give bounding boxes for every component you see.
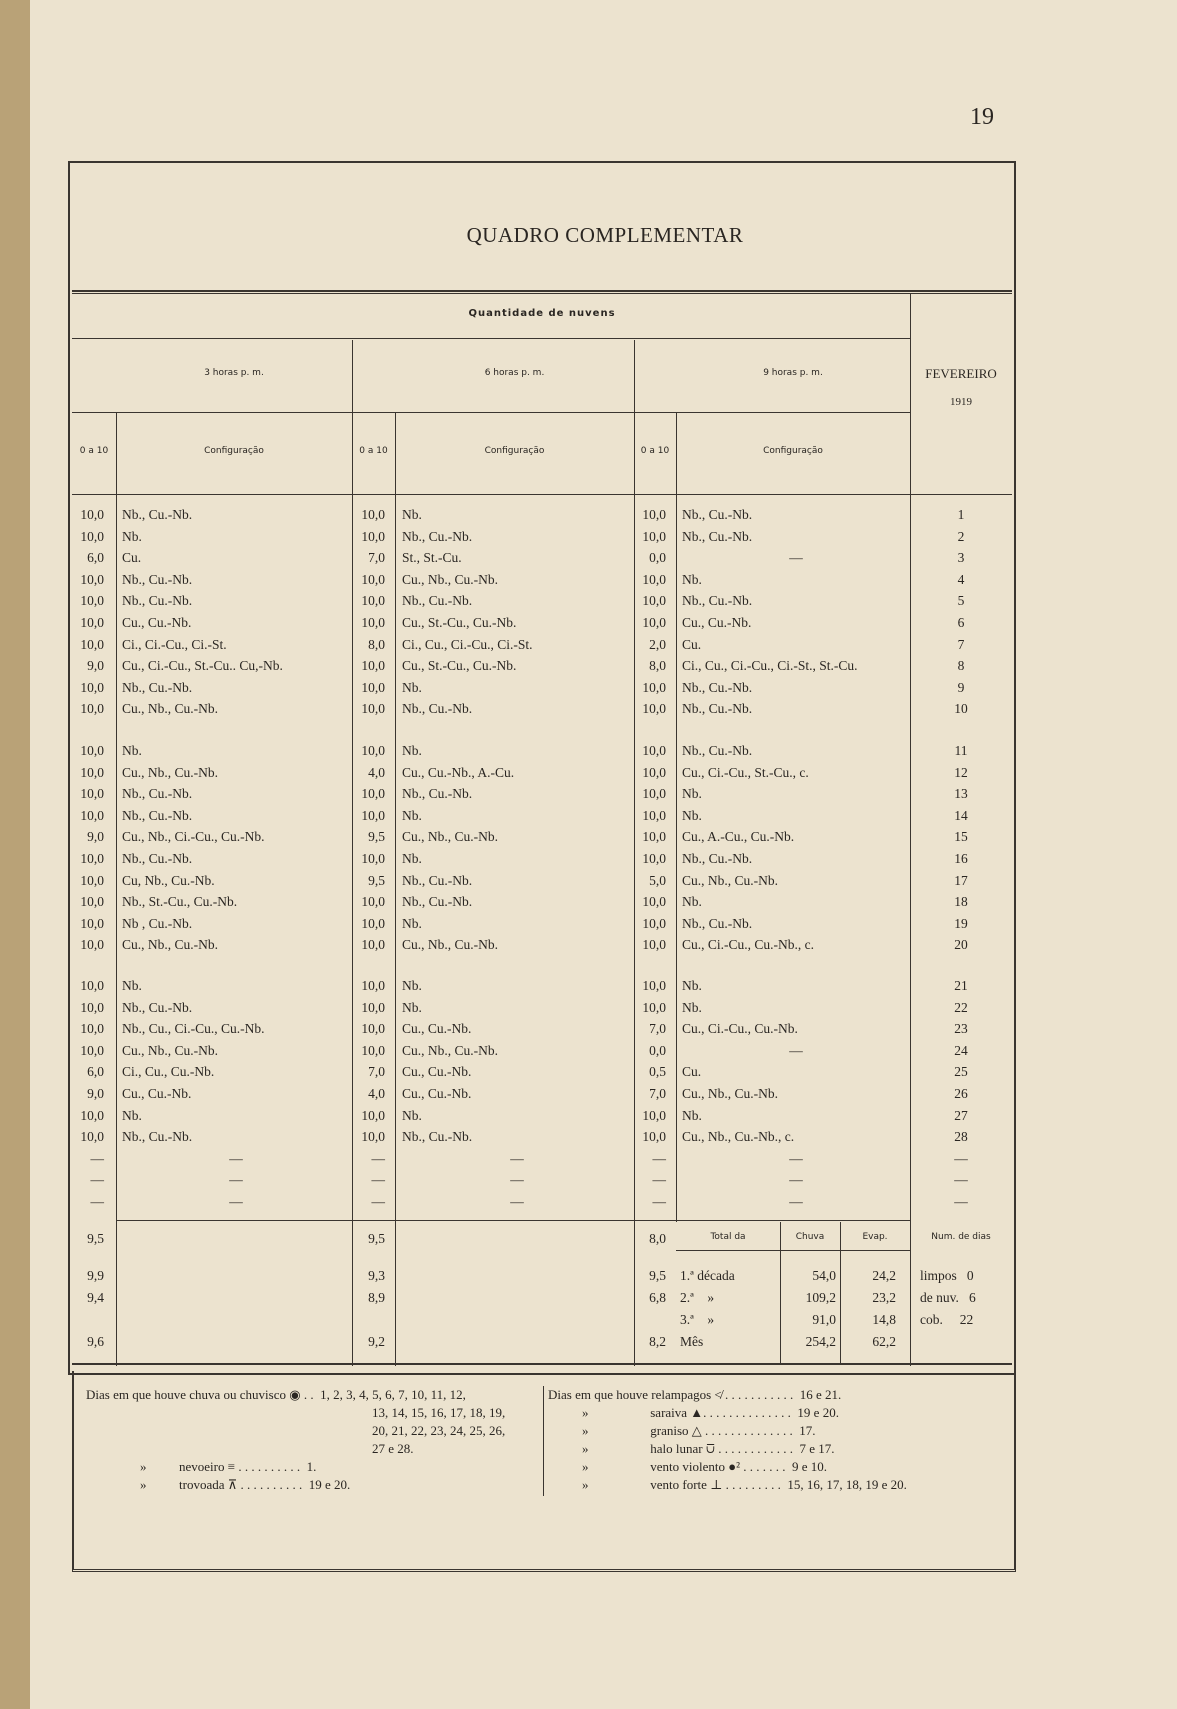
cloud-6pm-value: 10,0 [361, 1042, 385, 1058]
cloud-6pm-value: — [371, 1172, 385, 1188]
section-header: Quantidade de nuvens [468, 308, 616, 319]
config-3pm: Nb., Cu.-Nb. [122, 807, 193, 823]
footer-left-line: 27 e 28. [372, 1441, 414, 1456]
cloud-3pm-value: 10,0 [80, 978, 104, 993]
config-9pm: — [789, 550, 803, 566]
cloud-9pm-value: 10,0 [642, 937, 666, 953]
config-6pm: Nb., Cu.-Nb. [402, 786, 473, 802]
cloud-3pm-value: 10,0 [80, 937, 104, 953]
config-6pm: Nb., Cu.-Nb. [402, 701, 473, 717]
config-9pm: Nb. [682, 999, 702, 1015]
summary-c: 8,0 [649, 1231, 666, 1246]
config-3pm: Cu., Cu.-Nb. [122, 1086, 192, 1101]
day-number: 12 [954, 764, 968, 780]
day-number: 6 [957, 615, 965, 630]
cloud-9pm-value: 10,0 [642, 1107, 666, 1123]
cloud-9pm-value: 10,0 [642, 894, 666, 910]
config-6pm: Cu., Cu.-Nb. [402, 1021, 472, 1037]
cloud-6pm-value: 10,0 [361, 1107, 385, 1123]
cloud-9pm-value: 10,0 [642, 743, 666, 758]
cloud-9pm-value: 10,0 [642, 701, 666, 717]
config-3pm: Nb., Cu.-Nb. [122, 786, 193, 802]
cloud-6pm-value: 10,0 [361, 1129, 385, 1145]
cloud-3pm-value: 6,0 [87, 1064, 104, 1080]
cloud-6pm-value: 9,5 [368, 872, 385, 888]
chuva-header: Chuva [795, 1232, 825, 1242]
config-9pm: Nb., Cu.-Nb. [682, 701, 753, 717]
config-6pm: — [510, 1150, 524, 1166]
cloud-3pm-value: 6,0 [87, 550, 104, 566]
cloud-6pm-value: 10,0 [361, 978, 385, 993]
config-3pm: Cu., Nb., Cu.-Nb. [122, 1042, 219, 1058]
cloud-9pm-value: 7,0 [649, 1086, 666, 1101]
footer-right-line: » vento forte ⊥ . . . . . . . . . 15, 16, 17, 18, 19 e 20. [582, 1477, 907, 1492]
footer-left-line: 13, 14, 15, 16, 17, 18, 19, [372, 1405, 506, 1420]
config-3pm: Nb., Cu., Ci.-Cu., Cu.-Nb. [122, 1021, 265, 1037]
period-header-3pm: 3 horas p. m. [204, 368, 264, 378]
config-3pm: Nb., Cu.-Nb. [122, 851, 193, 866]
config-6pm: Ci., Cu., Ci.-Cu., Ci.-St. [402, 636, 533, 652]
config-3pm: Ci., Ci.-Cu., Ci.-St. [122, 636, 227, 652]
summary-label: 3.ª » [680, 1312, 715, 1327]
day-number: — [954, 1172, 968, 1188]
day-number: 15 [954, 829, 968, 845]
config-6pm: Nb., Cu.-Nb. [402, 872, 473, 888]
summary-c: 8,2 [649, 1334, 666, 1349]
config-9pm: Cu., Cu.-Nb. [682, 615, 752, 630]
cloud-9pm-value: 2,0 [649, 636, 666, 652]
cloud-3pm-value: 10,0 [80, 615, 104, 630]
summary-label: 2.ª » [680, 1290, 715, 1305]
config-6pm: Nb., Cu.-Nb. [402, 528, 473, 544]
config-6pm: Nb. [402, 851, 422, 866]
cloud-9pm-value: 10,0 [642, 507, 666, 522]
cloud-6pm-value: 8,0 [368, 636, 385, 652]
footer-left-line: Dias em que houve chuva ou chuvisco ◉ . . 1, 2, 3, 4, 5, 6, 7, 10, 11, 12, [86, 1387, 466, 1402]
day-number: 26 [954, 1086, 968, 1101]
totals-header: Total da [710, 1232, 746, 1242]
config-3pm: Ci., Cu., Cu.-Nb. [122, 1064, 215, 1080]
day-number: 27 [954, 1107, 968, 1123]
day-number: 2 [957, 528, 965, 544]
cloud-3pm-value: — [90, 1194, 104, 1209]
cloud-9pm-value: 10,0 [642, 807, 666, 823]
cloud-3pm-value: — [90, 1150, 104, 1166]
cloud-3pm-value: 10,0 [80, 851, 104, 866]
config-3pm: Nb., St.-Cu., Cu.-Nb. [122, 894, 238, 910]
summary-b: 9,3 [368, 1268, 385, 1283]
day-number: 14 [954, 807, 968, 823]
cloud-6pm-value: 10,0 [361, 658, 385, 674]
cloud-3pm-value: 10,0 [80, 571, 104, 587]
cloud-9pm-value: 10,0 [642, 786, 666, 802]
config-6pm: Nb. [402, 743, 422, 758]
cloud-9pm-value: 10,0 [642, 571, 666, 587]
config-6pm: Cu., Cu.-Nb., A.-Cu. [402, 764, 515, 780]
summary-label: 1.ª década [680, 1268, 735, 1283]
year-label: 1919 [950, 396, 972, 408]
config-3pm: Cu. [122, 550, 142, 566]
config-6pm: St., St.-Cu. [402, 550, 462, 566]
summary-evap: 23,2 [872, 1290, 896, 1305]
footer-left-line: 20, 21, 22, 23, 24, 25, 26, [372, 1423, 506, 1438]
cloud-3pm-value: 10,0 [80, 786, 104, 802]
config-9pm: Cu., Nb., Cu.-Nb., c. [682, 1129, 795, 1145]
cloud-3pm-value: 10,0 [80, 679, 104, 695]
day-number: 1 [957, 507, 965, 522]
cloud-9pm-value: 8,0 [649, 658, 666, 674]
summary-chuva: 109,2 [805, 1290, 836, 1305]
cloud-6pm-value: 10,0 [361, 743, 385, 758]
day-number: 21 [954, 978, 968, 993]
day-number: 5 [957, 593, 965, 609]
footer-left-line: » nevoeiro ≡ . . . . . . . . . . 1. [140, 1459, 317, 1474]
config-6pm: Cu., Cu.-Nb. [402, 1064, 472, 1080]
cloud-9pm-value: 10,0 [642, 851, 666, 866]
page-title: QUADRO COMPLEMENTAR [466, 223, 744, 247]
cloud-9pm-value: 0,5 [649, 1064, 666, 1080]
summary-evap: 24,2 [872, 1268, 896, 1283]
cloud-9pm-value: 5,0 [649, 872, 666, 888]
config-9pm: Nb. [682, 807, 702, 823]
cloud-6pm-value: 10,0 [361, 615, 385, 630]
day-number: 17 [954, 872, 968, 888]
config-header-6pm: Configuração [484, 446, 545, 456]
config-3pm: Cu, Nb., Cu.-Nb. [122, 872, 215, 888]
cloud-6pm-value: 10,0 [361, 937, 385, 953]
day-number: 13 [954, 786, 968, 802]
cloud-6pm-value: 7,0 [368, 1064, 385, 1080]
config-9pm: Nb., Cu.-Nb. [682, 743, 753, 758]
cloud-6pm-value: 10,0 [361, 593, 385, 609]
cloud-3pm-value: 10,0 [80, 764, 104, 780]
day-number: 25 [954, 1064, 968, 1080]
config-6pm: Cu., Cu.-Nb. [402, 1086, 472, 1101]
summary-chuva: 254,2 [805, 1334, 836, 1349]
summary-b: 9,5 [368, 1231, 385, 1246]
config-9pm: Nb., Cu.-Nb. [682, 528, 753, 544]
config-9pm: Nb. [682, 571, 702, 587]
cloud-6pm-value: — [371, 1194, 385, 1209]
config-3pm: — [229, 1172, 243, 1188]
config-9pm: — [789, 1042, 803, 1058]
config-3pm: Cu., Nb., Cu.-Nb. [122, 937, 219, 953]
cloud-3pm-value: 10,0 [80, 743, 104, 758]
footer-right-line: » halo lunar ⩂ . . . . . . . . . . . . 7 e 17. [582, 1441, 835, 1456]
day-number: 18 [954, 894, 968, 910]
cloud-3pm-value: 10,0 [80, 807, 104, 823]
config-9pm: Nb., Cu.-Nb. [682, 593, 753, 609]
day-number: 16 [954, 851, 968, 866]
summary-a: 9,9 [87, 1268, 104, 1283]
config-6pm: Cu., Nb., Cu.-Nb. [402, 829, 499, 845]
config-6pm: Nb. [402, 978, 422, 993]
day-number: 23 [954, 1021, 968, 1037]
day-number: 10 [954, 701, 968, 717]
config-6pm: Nb., Cu.-Nb. [402, 593, 473, 609]
day-number: 11 [954, 743, 968, 758]
day-number: 19 [954, 915, 968, 931]
day-number: 28 [954, 1129, 968, 1145]
config-9pm: Nb. [682, 786, 702, 802]
footer-left-line: » trovoada ⊼ . . . . . . . . . . 19 e 20. [140, 1477, 351, 1492]
config-6pm: — [510, 1172, 524, 1188]
config-9pm: — [789, 1172, 803, 1188]
page-number: 19 [970, 104, 994, 130]
config-3pm: Nb. [122, 743, 142, 758]
cloud-3pm-value: 10,0 [80, 593, 104, 609]
cloud-3pm-value: 10,0 [80, 528, 104, 544]
footer-right-line: Dias em que houve relampagos ≮ . . . . . . . . . . . 16 e 21. [548, 1387, 842, 1402]
cloud-9pm-value: 10,0 [642, 915, 666, 931]
day-number: — [954, 1194, 968, 1209]
cloud-9pm-value: 10,0 [642, 978, 666, 993]
cloud-3pm-value: 10,0 [80, 1107, 104, 1123]
summary-extra: de nuv. 6 [920, 1290, 976, 1305]
summary-evap: 62,2 [872, 1334, 896, 1349]
cloud-6pm-value: 10,0 [361, 507, 385, 522]
config-3pm: Nb., Cu.-Nb. [122, 507, 193, 522]
cloud-9pm-value: 10,0 [642, 615, 666, 630]
day-number: 3 [957, 550, 965, 566]
config-6pm: Nb. [402, 679, 422, 695]
day-number: 9 [957, 679, 965, 695]
summary-a: 9,5 [87, 1231, 104, 1246]
config-3pm: — [229, 1194, 243, 1209]
config-6pm: Cu., Nb., Cu.-Nb. [402, 571, 499, 587]
cloud-9pm-value: 10,0 [642, 1129, 666, 1145]
cloud-3pm-value: 9,0 [87, 658, 104, 674]
day-number: — [954, 1150, 968, 1166]
cloud-3pm-value: 10,0 [80, 701, 104, 717]
cloud-3pm-value: 10,0 [80, 1042, 104, 1058]
cloud-9pm-value: 10,0 [642, 999, 666, 1015]
config-6pm: Cu., Nb., Cu.-Nb. [402, 937, 499, 953]
config-9pm: — [789, 1194, 803, 1209]
config-3pm: Cu., Cu.-Nb. [122, 615, 192, 630]
scale-header-3pm: 0 a 10 [79, 446, 109, 456]
config-9pm: Nb., Cu.-Nb. [682, 679, 753, 695]
day-number: 8 [957, 658, 965, 674]
config-9pm: Cu., Ci.-Cu., Cu.-Nb., c. [682, 937, 815, 953]
cloud-3pm-value: 9,0 [87, 829, 104, 845]
config-header-3pm: Configuração [204, 446, 264, 456]
book-binding [0, 0, 30, 1709]
summary-extra: limpos 0 [920, 1268, 974, 1283]
cloud-3pm-value: 10,0 [80, 636, 104, 652]
summary-chuva: 91,0 [812, 1312, 836, 1327]
scale-header-9pm: 0 a 10 [640, 446, 670, 456]
config-3pm: Cu., Ci.-Cu., St.-Cu.. Cu,-Nb. [122, 658, 283, 674]
cloud-6pm-value: 10,0 [361, 571, 385, 587]
period-header-9pm: 9 horas p. m. [763, 368, 823, 378]
footer-right-line: » saraiva ▲. . . . . . . . . . . . . . 19 e 20. [582, 1405, 839, 1420]
config-6pm: Nb., Cu.-Nb. [402, 894, 473, 910]
cloud-6pm-value: 10,0 [361, 915, 385, 931]
cloud-9pm-value: 7,0 [649, 1021, 666, 1037]
config-6pm: Nb. [402, 507, 422, 522]
cloud-9pm-value: — [652, 1172, 666, 1188]
config-6pm: Nb., Cu.-Nb. [402, 1129, 473, 1145]
summary-a: 9,4 [87, 1290, 104, 1305]
cloud-3pm-value: 9,0 [87, 1086, 104, 1101]
config-header-9pm: Configuração [763, 446, 823, 456]
config-6pm: — [510, 1194, 524, 1209]
config-9pm: Cu. [682, 1064, 702, 1080]
config-9pm: — [789, 1150, 803, 1166]
cloud-6pm-value: 10,0 [361, 999, 385, 1015]
cloud-6pm-value: 7,0 [368, 550, 385, 566]
day-number: 20 [954, 937, 968, 953]
config-9pm: Nb. [682, 894, 702, 910]
config-3pm: Cu., Nb., Cu.-Nb. [122, 701, 219, 717]
summary-extra: cob. 22 [920, 1312, 974, 1327]
config-9pm: Nb., Cu.-Nb. [682, 915, 753, 931]
cloud-9pm-value: 0,0 [649, 1042, 666, 1058]
config-9pm: Cu., Nb., Cu.-Nb. [682, 1086, 779, 1101]
scale-header-6pm: 0 a 10 [359, 446, 388, 456]
config-6pm: Cu., St.-Cu., Cu.-Nb. [402, 615, 517, 630]
day-number: 4 [957, 571, 965, 587]
cloud-6pm-value: 4,0 [368, 1086, 385, 1101]
config-6pm: Nb. [402, 999, 422, 1015]
config-3pm: Nb., Cu.-Nb. [122, 571, 193, 587]
config-3pm: Nb., Cu.-Nb. [122, 593, 193, 609]
config-9pm: Cu. [682, 636, 702, 652]
cloud-9pm-value: 10,0 [642, 764, 666, 780]
cloud-3pm-value: — [90, 1172, 104, 1188]
config-6pm: Cu., St.-Cu., Cu.-Nb. [402, 658, 517, 674]
cloud-6pm-value: 10,0 [361, 679, 385, 695]
config-9pm: Nb. [682, 1107, 702, 1123]
config-9pm: Nb. [682, 978, 702, 993]
cloud-9pm-value: — [652, 1150, 666, 1166]
summary-chuva: 54,0 [812, 1268, 836, 1283]
config-3pm: Cu., Nb., Ci.-Cu., Cu.-Nb. [122, 829, 265, 845]
config-6pm: Nb. [402, 915, 422, 931]
config-9pm: Cu., A.-Cu., Cu.-Nb. [682, 829, 795, 845]
summary-b: 8,9 [368, 1290, 385, 1305]
cloud-6pm-value: 10,0 [361, 894, 385, 910]
cloud-9pm-value: 10,0 [642, 679, 666, 695]
cloud-9pm-value: 10,0 [642, 829, 666, 845]
cloud-6pm-value: 9,5 [368, 829, 385, 845]
footer-right-line: » vento violento ●² . . . . . . . 9 e 10. [582, 1459, 828, 1474]
cloud-3pm-value: 10,0 [80, 915, 104, 931]
cloud-6pm-value: 10,0 [361, 701, 385, 717]
config-9pm: Cu., Ci.-Cu., Cu.-Nb. [682, 1021, 798, 1037]
month-label: FEVEREIRO [925, 366, 997, 381]
config-9pm: Nb., Cu.-Nb. [682, 851, 753, 866]
cloud-6pm-value: 10,0 [361, 1021, 385, 1037]
cloud-6pm-value: 10,0 [361, 851, 385, 866]
config-3pm: Nb., Cu.-Nb. [122, 679, 193, 695]
config-6pm: Nb. [402, 807, 422, 823]
cloud-6pm-value: 10,0 [361, 786, 385, 802]
evap-header: Evap. [862, 1232, 888, 1242]
config-9pm: Cu., Ci.-Cu., St.-Cu., c. [682, 764, 809, 780]
summary-c: 9,5 [649, 1268, 666, 1283]
period-header-6pm: 6 horas p. m. [484, 368, 545, 378]
config-9pm: Ci., Cu., Ci.-Cu., Ci.-St., St.-Cu. [682, 658, 858, 674]
summary-evap: 14,8 [872, 1312, 896, 1327]
day-number: 24 [954, 1042, 968, 1058]
num-dias-header: Num. de dias [931, 1232, 991, 1242]
config-3pm: Nb., Cu.-Nb. [122, 1129, 193, 1145]
cloud-3pm-value: 10,0 [80, 894, 104, 910]
footer-right-line: » graniso △ . . . . . . . . . . . . . . 17. [582, 1423, 816, 1438]
config-3pm: — [229, 1150, 243, 1166]
config-3pm: Nb. [122, 528, 142, 544]
cloud-6pm-value: 10,0 [361, 807, 385, 823]
cloud-3pm-value: 10,0 [80, 1021, 104, 1037]
summary-c: 6,8 [649, 1290, 666, 1305]
cloud-9pm-value: 10,0 [642, 593, 666, 609]
config-6pm: Cu., Nb., Cu.-Nb. [402, 1042, 499, 1058]
cloud-3pm-value: 10,0 [80, 507, 104, 522]
config-3pm: Nb. [122, 978, 142, 993]
cloud-3pm-value: 10,0 [80, 1129, 104, 1145]
config-6pm: Nb. [402, 1107, 422, 1123]
cloud-6pm-value: 10,0 [361, 528, 385, 544]
cloud-9pm-value: 10,0 [642, 528, 666, 544]
cloud-9pm-value: 0,0 [649, 550, 666, 566]
day-number: 7 [957, 636, 965, 652]
summary-a: 9,6 [87, 1334, 104, 1349]
summary-b: 9,2 [368, 1334, 385, 1349]
cloud-3pm-value: 10,0 [80, 999, 104, 1015]
config-3pm: Nb., Cu.-Nb. [122, 999, 193, 1015]
config-3pm: Cu., Nb., Cu.-Nb. [122, 764, 219, 780]
config-9pm: Cu., Nb., Cu.-Nb. [682, 872, 779, 888]
summary-label: Mês [680, 1334, 704, 1349]
cloud-9pm-value: — [652, 1194, 666, 1209]
cloud-6pm-value: 4,0 [368, 764, 385, 780]
day-number: 22 [954, 999, 968, 1015]
config-9pm: Nb., Cu.-Nb. [682, 507, 753, 522]
cloud-3pm-value: 10,0 [80, 872, 104, 888]
cloud-6pm-value: — [371, 1150, 385, 1166]
config-3pm: Nb. [122, 1107, 142, 1123]
config-3pm: Nb , Cu.-Nb. [122, 915, 193, 931]
